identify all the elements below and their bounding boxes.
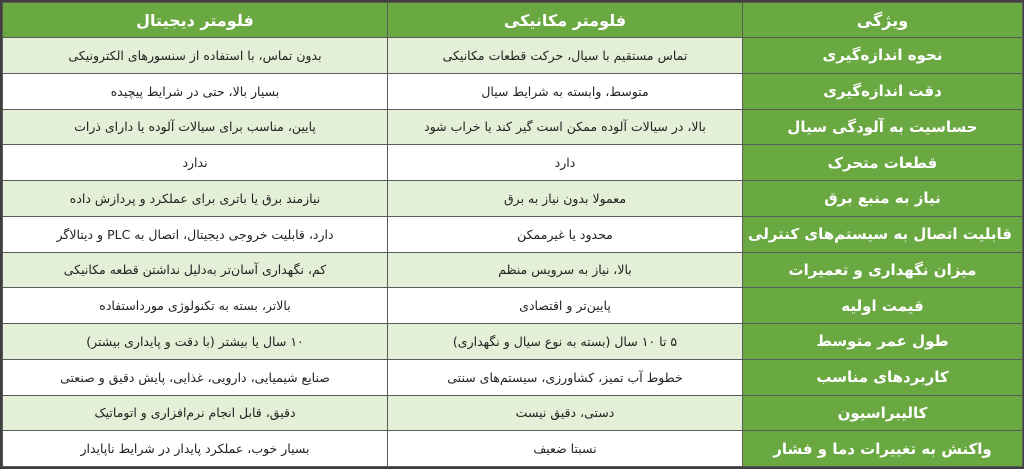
row-feature-cell: طول عمر متوسط [743,324,1023,360]
row-digital-cell: نیازمند برق یا باتری برای عملکرد و پردازش داده [3,181,388,217]
row-mechanical-cell: تماس مستقیم با سیال، حرکت قطعات مکانیکی [388,38,743,74]
table-row [3,38,1023,74]
header-digital: فلومتر دیجیتال [3,3,388,38]
row-feature-cell: دقت اندازه‌گیری [743,73,1023,109]
row-mechanical-cell: دستی، دقیق نیست [388,395,743,431]
row-mechanical-cell: محدود یا غیرممکن [388,216,743,252]
table-row [3,431,1023,467]
header-row [3,3,1023,38]
table-row [3,324,1023,360]
row-digital-cell: صنایع شیمیایی، دارویی، غذایی، پایش دقیق و صنعتی [3,359,388,395]
table-row [3,252,1023,288]
row-feature-cell: قطعات متحرک [743,145,1023,181]
row-digital-cell: دارد، قابلیت خروجی دیجیتال، اتصال به PLC و دیتالاگر [3,216,388,252]
table-row [3,395,1023,431]
row-mechanical-cell: معمولا بدون نیاز به برق [388,181,743,217]
row-digital-cell: ندارد [3,145,388,181]
row-feature-cell: واکنش به تغییرات دما و فشار [743,431,1023,467]
header-mechanical: فلومتر مکانیکی [388,3,743,38]
row-mechanical-cell: بالا، در سیالات آلوده ممکن است گیر کند یا خراب شود [388,109,743,145]
row-mechanical-cell: خطوط آب تمیز، کشاورزی، سیستم‌های سنتی [388,359,743,395]
row-digital-cell: بسیار بالا، حتی در شرایط پیچیده [3,73,388,109]
flowmeter-comparison-table [2,2,1023,467]
table-row [3,359,1023,395]
row-feature-cell: نحوه اندازه‌گیری [743,38,1023,74]
row-digital-cell: دقیق، قابل انجام نرم‌افزاری و اتوماتیک [3,395,388,431]
row-feature-cell: قابلیت اتصال به سیستم‌های کنترلی [743,216,1023,252]
table-row [3,73,1023,109]
row-digital-cell: پایین، مناسب برای سیالات آلوده یا دارای ذرات [3,109,388,145]
row-feature-cell: کاربردهای مناسب [743,359,1023,395]
table-row [3,288,1023,324]
table-row [3,181,1023,217]
row-digital-cell: بالاتر، بسته به تکنولوژی مورداستفاده [3,288,388,324]
table-row [3,145,1023,181]
row-mechanical-cell: متوسط، وابسته به شرایط سیال [388,73,743,109]
row-feature-cell: حساسیت به آلودگی سیال [743,109,1023,145]
row-mechanical-cell: بالا، نیاز به سرویس منظم [388,252,743,288]
header-feature: ویژگی [743,3,1023,38]
row-digital-cell: بدون تماس، با استفاده از سنسورهای الکترونیکی [3,38,388,74]
row-feature-cell: میزان نگهداری و تعمیرات [743,252,1023,288]
row-feature-cell: قیمت اولیه [743,288,1023,324]
row-digital-cell: ۱۰ سال یا بیشتر (با دقت و پایداری بیشتر) [3,324,388,360]
row-mechanical-cell: دارد [388,145,743,181]
table-row [3,216,1023,252]
row-digital-cell: بسیار خوب، عملکرد پایدار در شرایط ناپایدار [3,431,388,467]
row-mechanical-cell: ۵ تا ۱۰ سال (بسته به نوع سیال و نگهداری) [388,324,743,360]
table-row [3,109,1023,145]
row-feature-cell: کالیبراسیون [743,395,1023,431]
row-digital-cell: کم، نگهداری آسان‌تر به‌دلیل نداشتن قطعه مکانیکی [3,252,388,288]
row-feature-cell: نیاز به منبع برق [743,181,1023,217]
row-mechanical-cell: پایین‌تر و اقتصادی [388,288,743,324]
row-mechanical-cell: نسبتا ضعیف [388,431,743,467]
